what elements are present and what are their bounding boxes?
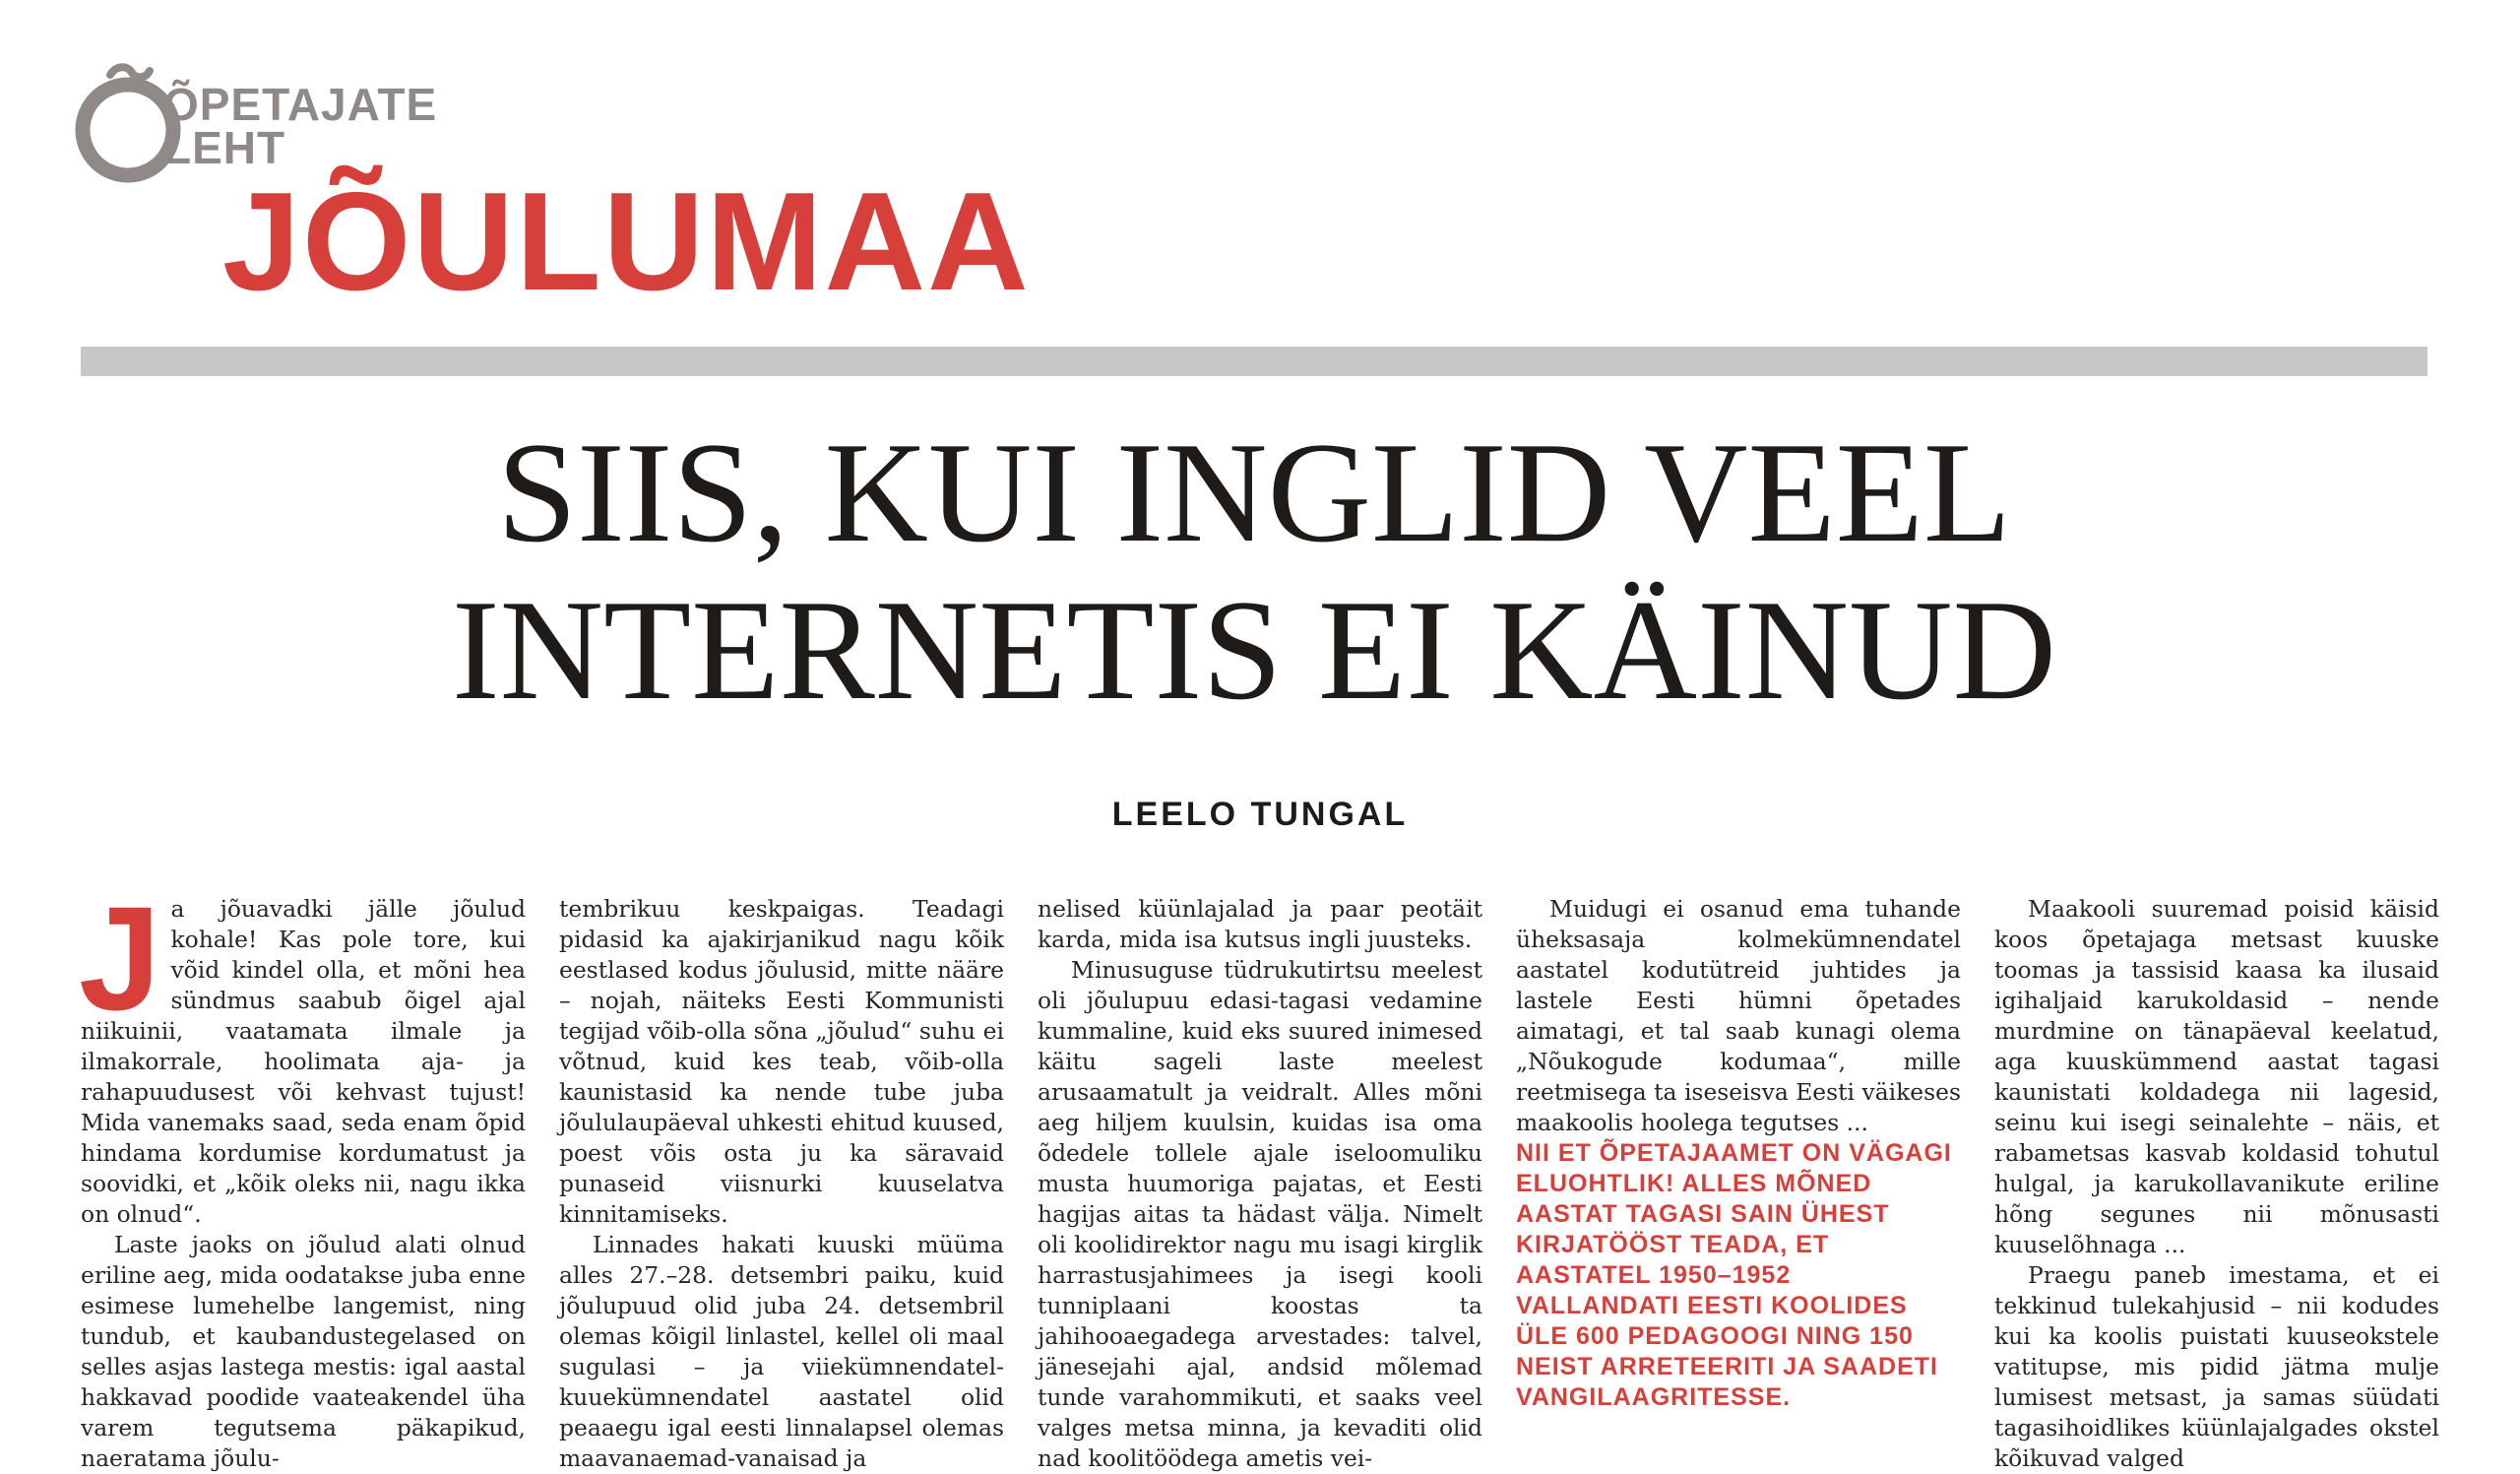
paragraph: Linnades hakati kuuski müüma alles 27.–28. detsembri paiku, kuid jõulupuud olid juba 24. detsembril olemas kõigil linlastel, kellel oli maal sugulasi – ja viiekümnendatel-kuuekümnendatel aastatel olid peaaegu igal eesti linnalapsel olemas maavanaemad-vanaisad ja — [559, 1231, 1004, 1472]
headline-line-1: SIIS, KUI INGLID VEEL — [496, 413, 2012, 572]
article-headline — [81, 414, 2427, 729]
article-column-2 — [559, 894, 1004, 1472]
article-column-5 — [1994, 894, 2439, 1472]
byline: LEELO TUNGAL — [1111, 796, 1409, 833]
paragraph: nelised küünlajalad ja paar peotäit karda, mida isa kutsus ingli juusteks. — [1038, 895, 1482, 953]
divider-bar — [81, 347, 2427, 376]
paragraph: Muidugi ei osanud ema tuhande üheksasaja kolmekümnendatel aastatel kodutütreid juhtides ja lastele Eesti hümni õpetades aimatagi, et tal saab kunagi olema „Nõukogude kodumaa“, mille reetmisega ta iseseisva Eesti väikeses maakoolis hoolega tegutses ... — [1516, 895, 1961, 1136]
paragraph: Laste jaoks on jõulud alati olnud eriline aeg, mida oodatakse juba enne esimese lumehelbe langemist, ning tundub, et kaubandustegelased on selles asjas lastega mestis: igal aastal hakkavad poodide vaateakendel üha varem tegutsema päkapikud, naeratama jõulu- — [81, 1231, 526, 1472]
article-column-1 — [79, 875, 526, 1472]
article-column-4 — [1516, 894, 1961, 1411]
headline-line-2: INTERNETIS EI KÄINUD — [451, 570, 2057, 730]
publication-name-line1: ÕPETAJATE — [163, 79, 438, 130]
drop-cap: J — [79, 875, 161, 1041]
article-column-3 — [1038, 894, 1482, 1472]
paragraph — [79, 875, 526, 1230]
paragraph: Maakooli suuremad poisid käisid koos õpetajaga metsast kuuske toomas ja tassisid kaasa ka ilusaid igihaljaid karukoldasid – nende murdmine on tänapäeval keelatud, aga kuuskümmend aastat tagasi kaunistati koldadega nii lagesid, seinu kui isegi seinalehte – näis, et rabametsas kasvab koldasid tohutul hulgal, ja karukollavanikute eriline hõng segunes nii mõnusasti kuuselõhnaga ... — [1994, 895, 2439, 1258]
publication-name — [163, 79, 438, 173]
publication-name-line2: LEHT — [163, 122, 286, 173]
paragraph-text: a jõuavadki jälle jõulud kohale! Kas pole tore, kui võid kindel olla, et mõni hea sündmus saabub õigel ajal niikuinii, vaatamata ilmale ja ilmakorrale, hoolimata aja- ja rahapuudusest või kehvast tujust! Mida vanemaks saad, seda enam õpid hindama kordumise kordumatust ja soovidki, et „kõik oleks nii, nagu ikka on olnud“. — [81, 895, 526, 1228]
paragraph: Minusuguse tüdrukutirtsu meelest oli jõulupuu edasi-tagasi vedamine kummaline, kuid eks suured inimesed käitu sageli laste meelest arusaamatult ja veidralt. Alles mõni aeg hiljem kuulsin, kuidas isa oma õdedele tollele ajale iseloomuliku musta huumoriga pajatas, et Eesti hagijas aitas ta hädast välja. Nimelt oli koolidirektor nagu mu isagi kirglik harrastusjahimees ja isegi kooli tunniplaani koostas ta jahihooaegadega arvestades: talvel, jänesejahi ajal, andsid mõlemad tunde varahommikuti, et saaks veel valges metsa minna, ja kevaditi olid nad koolitöödega ametis vei- — [1038, 956, 1482, 1472]
section-title: JÕULUMAA — [222, 163, 1031, 320]
paragraph: tembrikuu keskpaigas. Teadagi pidasid ka ajakirjanikud nagu kõik eestlased kodus jõulusid, mitte nääre – nojah, näiteks Eesti Kommunisti tegijad võib-olla sõna „jõulud“ suhu ei võtnud, kuid kes teab, võib-olla kaunistasid ka nende tube juba jõululaupäeval uhkesti ehitud kuused, poest võis osta ju ka säravaid punaseid viisnurki kuuselatva kinnitamiseks. — [559, 895, 1004, 1228]
pull-quote: NII ET ÕPETAJAAMET ON VÄGAGI ELUOHTLIK! ALLES MÕNED AASTAT TAGASI SAIN ÜHEST KIRJATÖÖST TEADA, ET AASTATEL 1950–1952 VALLANDATI EESTI KOOLIDES ÜLE 600 PEDAGOOGI NING 150 NEIST ARRETEERITI JA SAADETI VANGILAAGRITESSE. — [1516, 1139, 1952, 1411]
paragraph: Praegu paneb imestama, et ei tekkinud tulekahjusid – nii kodudes kui ka koolis puistati kuuseokstele vatitupse, mis pidid jätma mulje lumisest metsast, ja samas süüdati tagasihoidlikes küünlajalgades okstel kõikuvad valged — [1994, 1261, 2439, 1472]
